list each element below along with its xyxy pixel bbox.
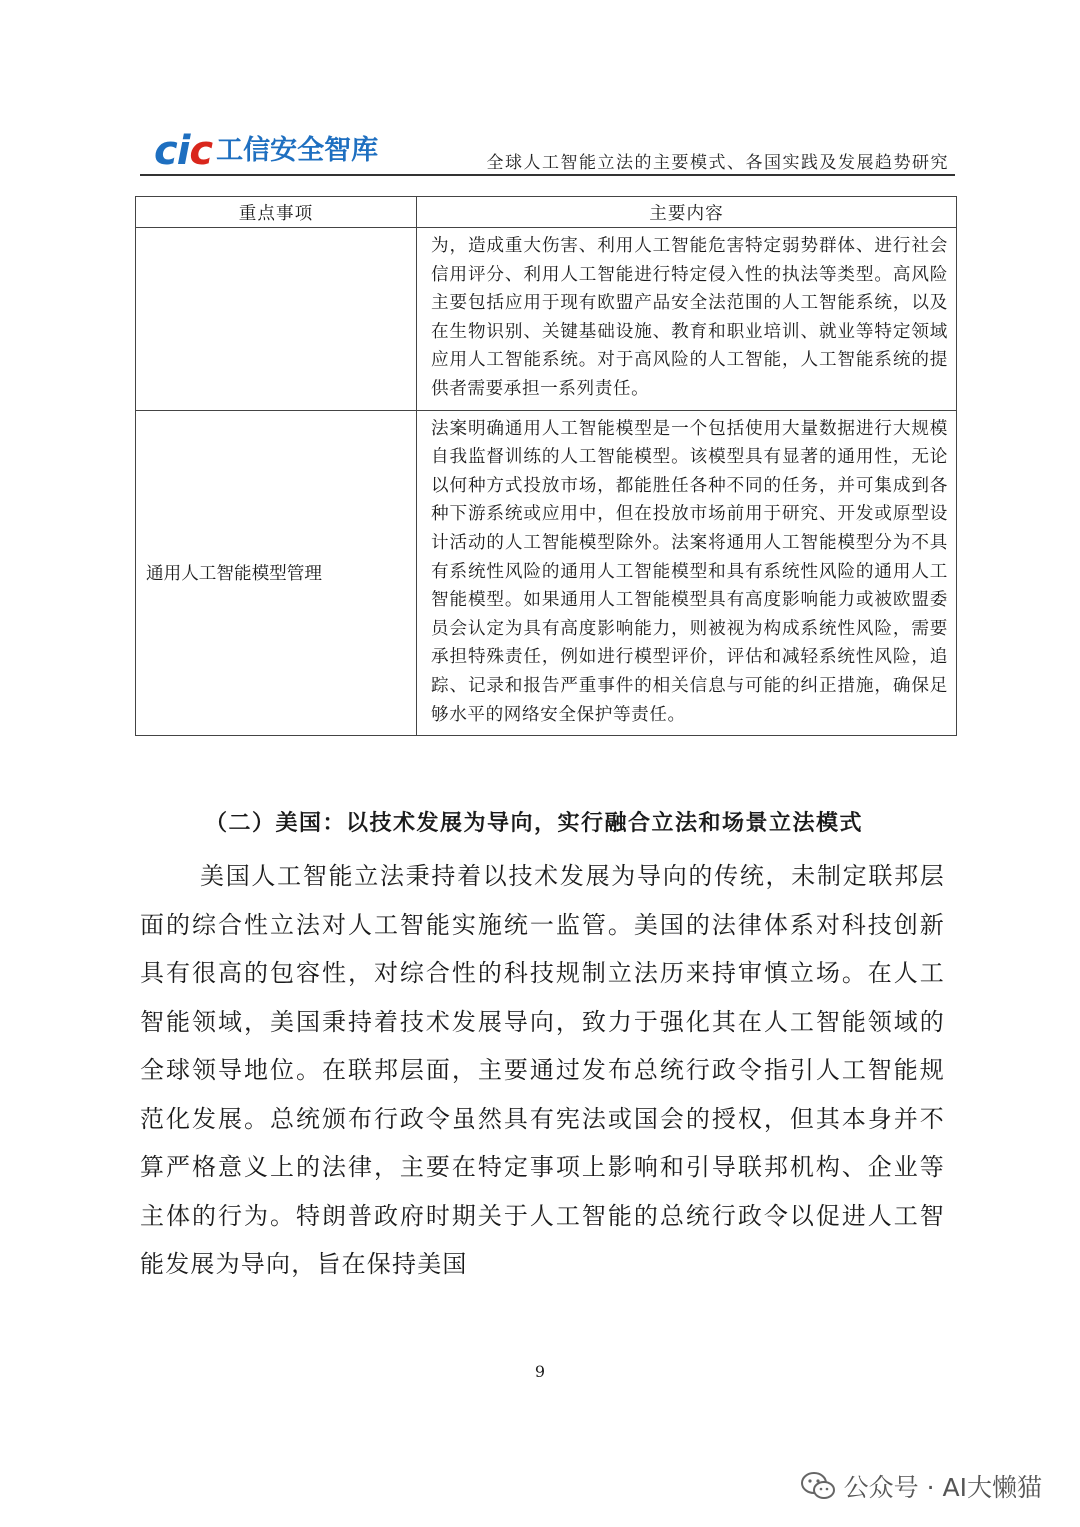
page-number: 9 bbox=[534, 1362, 546, 1381]
row-item: 通用人工智能模型管理 bbox=[136, 410, 417, 736]
wechat-icon bbox=[800, 1471, 836, 1501]
body-paragraph: 美国人工智能立法秉持着以技术发展为导向的传统，未制定联邦层面的综合性立法对人工智能实施统一监管。美国的法律体系对科技创新具有很高的包容性，对综合性的科技规制立法历来持审慎立场。在人工智能领域，美国秉持着技术发展导向，致力于强化其在人工智能领域的全球领导地位。在联邦层面，主要通过发布总统行政令指引人工智能规范化发展。总统颁布行政令虽然具有宪法或国会的授权，但其本身并不算严格意义上的法律，主要在特定事项上影响和引导联邦机构、企业等主体的行为。特朗普政府时期关于人工智能的总统行政令以促进人工智能发展为导向，旨在保持美国 bbox=[140, 862, 945, 1278]
row-content: 为，造成重大伤害、利用人工智能危害特定弱势群体、进行社会信用评分、利用人工智能进行特定侵入性的执法等类型。高风险主要包括应用于现有欧盟产品安全法范围的人工智能系统，以及在生物识别、关键基础设施、教育和职业培训、就业等特定领域应用人工智能系统。对于高风险的人工智能，人工智能系统的提供者需要承担一系列责任。 bbox=[417, 228, 957, 411]
wechat-watermark bbox=[800, 1468, 1042, 1504]
row-item bbox=[136, 228, 417, 411]
table-row bbox=[136, 228, 957, 411]
col-header-main-content: 主要内容 bbox=[417, 197, 957, 228]
row-content: 法案明确通用人工智能模型是一个包括使用大量数据进行大规模自我监督训练的人工智能模型。该模型具有显著的通用性，无论以何种方式投放市场，都能胜任各种不同的任务，并可集成到各种下游系统或应用中，但在投放市场前用于研究、开发或原型设计活动的人工智能模型除外。法案将通用人工智能模型分为不具有系统性风险的通用人工智能模型和具有系统性风险的通用人工智能模型。如果通用人工智能模型具有高度影响能力或被欧盟委员会认定为具有高度影响能力，则被视为构成系统性风险，需要承担特殊责任，例如进行模型评价，评估和减轻系统性风险，追踪、记录和报告严重事件的相关信息与可能的纠正措施，确保足够水平的网络安全保护等责任。 bbox=[417, 410, 957, 736]
watermark-text: 公众号 · AI大懒猫 bbox=[843, 1473, 1042, 1502]
table-header-row bbox=[136, 197, 957, 228]
running-title: 全球人工智能立法的主要模式、各国实践及发展趋势研究 bbox=[486, 153, 949, 173]
table-row bbox=[136, 410, 957, 736]
key-items-table bbox=[135, 196, 957, 736]
logo-chinese: 工信安全智库 bbox=[216, 135, 379, 166]
logo-latin: cic bbox=[154, 128, 213, 174]
section-heading: （二）美国：以技术发展为导向，实行融合立法和场景立法模式 bbox=[205, 810, 864, 836]
page-header bbox=[140, 128, 955, 176]
col-header-key-item: 重点事项 bbox=[136, 197, 417, 228]
cic-logo bbox=[154, 128, 379, 174]
